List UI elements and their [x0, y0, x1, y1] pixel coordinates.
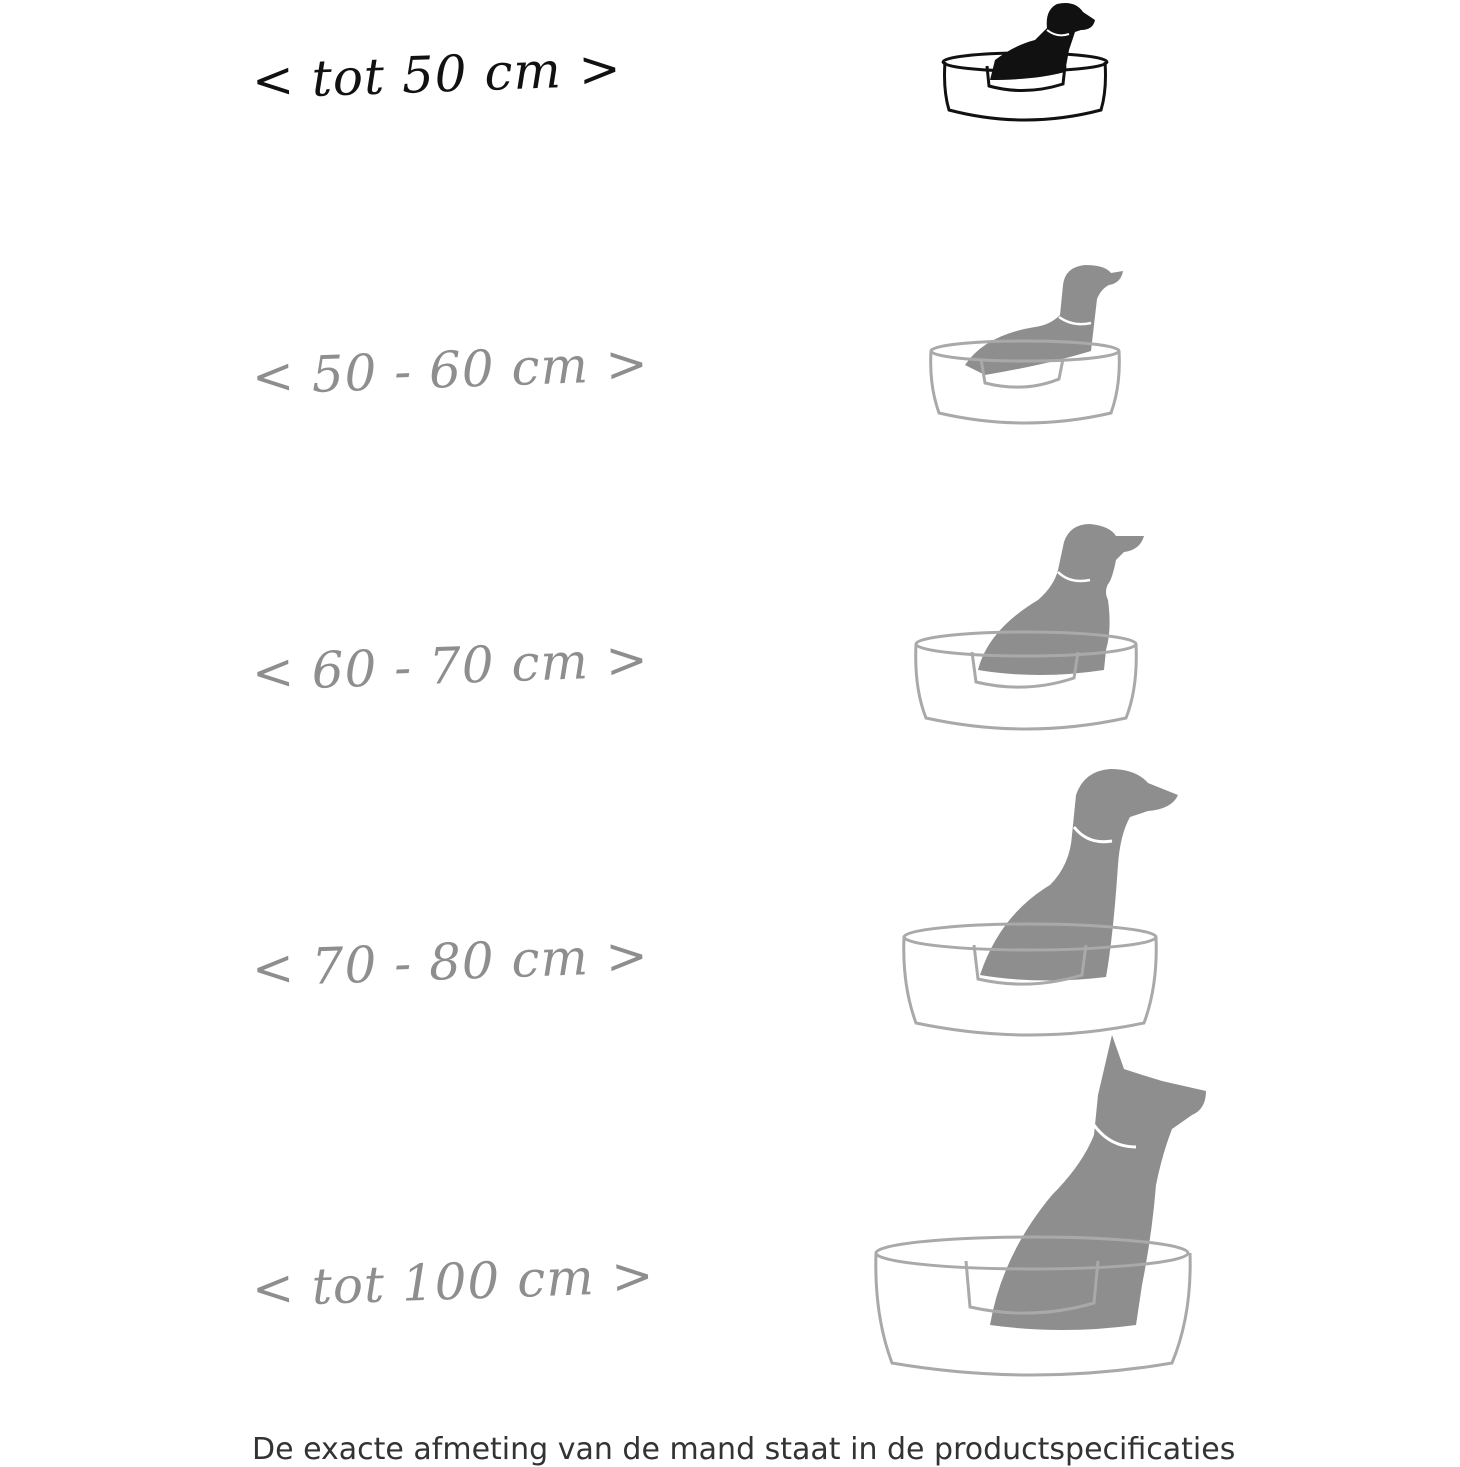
dachshund-in-basket-icon: [925, 255, 1135, 435]
spaniel-in-basket-icon: [908, 520, 1148, 735]
size-label: < tot 50 cm >: [250, 39, 623, 110]
pointer-in-basket-icon: [900, 765, 1190, 1040]
size-label: < tot 100 cm >: [250, 1245, 656, 1318]
size-row-70-80: [0, 765, 1460, 1045]
size-row-50-60: [0, 255, 1460, 455]
great-dane-in-basket-icon: [872, 1035, 1212, 1385]
size-row-tot-100: [0, 1035, 1460, 1395]
size-label: < 60 - 70 cm >: [250, 630, 650, 702]
size-label: < 70 - 80 cm >: [250, 926, 650, 998]
size-label: < 50 - 60 cm >: [250, 334, 650, 406]
size-row-60-70: [0, 520, 1460, 740]
size-row-tot-50: [0, 0, 1460, 200]
small-dog-in-basket-icon: [935, 0, 1115, 130]
footer-note: De exacte afmeting van de mand staat in de productspecificaties: [252, 1432, 1236, 1467]
